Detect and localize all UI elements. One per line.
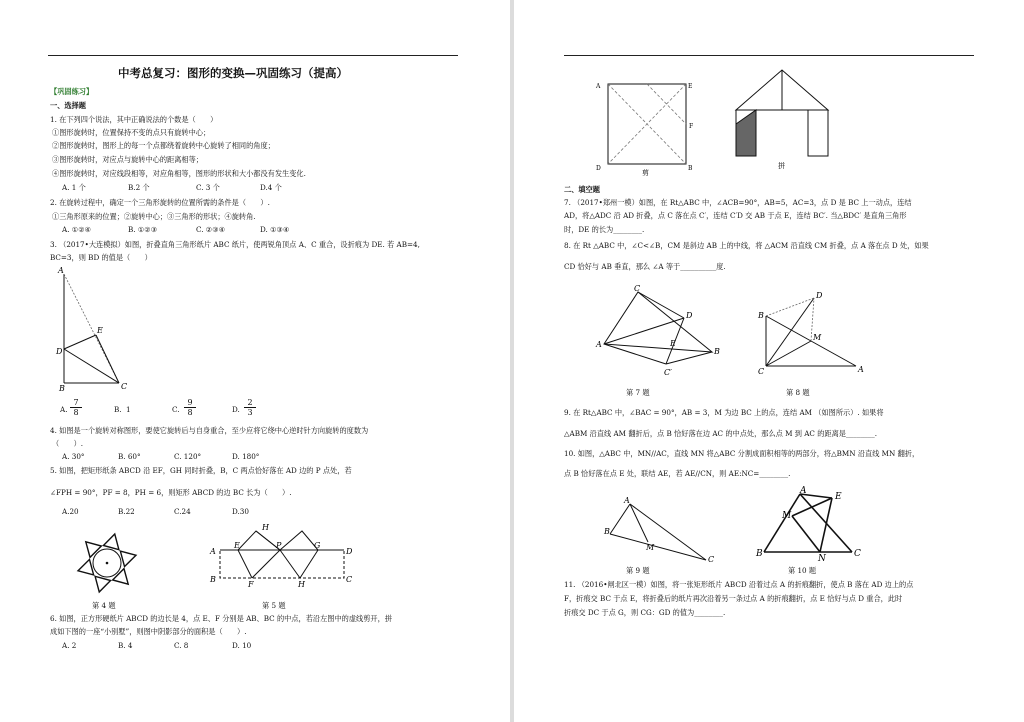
- q4-option-a: A. 30°: [62, 452, 85, 461]
- q3-line-1: 3. （2017•大连模拟）如图，折叠直角三角形纸片 ABC 纸片，使两锐角顶点 A、C 重合，设折痕为 DE. 若 AB=4,: [50, 240, 420, 249]
- q7-label-e: E: [670, 339, 676, 348]
- q5-label-p: P: [276, 541, 282, 550]
- q2-option-c: C. ②③④: [196, 225, 226, 234]
- q8-label-c: C: [758, 367, 765, 376]
- q9-label-c: C: [708, 555, 715, 564]
- q3-line-2: BC=3，则 BD 的值是（ ）: [50, 253, 152, 262]
- q9-label-m: M: [646, 543, 655, 552]
- q1-statement-2: ②图形旋转时，图形上的每一个点都绕着旋转中心旋转了相同的角度；: [52, 141, 275, 150]
- q3-option-a-label: A.: [60, 405, 68, 414]
- left-page: [0, 0, 510, 722]
- q10-label-c: C: [854, 549, 861, 559]
- q3-option-b-value: 1: [126, 405, 131, 414]
- q3-option-c-numerator: 9: [187, 398, 193, 407]
- q7-line-1: 7. （2017•郑州一模）如图，在 Rt△ABC 中，∠ACB=90°，AB=5，AC=3，点 D 是 BC 上一动点，连结: [564, 198, 912, 207]
- q3-label-e: E: [97, 326, 103, 335]
- q7-line-2: AD，将△ADC 沿 AD 折叠，点 C 落在点 C′，连结 C′D 交 AB 于点 E，连结 BC′. 当△BDC′ 是直角三角形: [564, 211, 907, 220]
- q3-label-d: D: [56, 347, 63, 356]
- q2-option-d: D. ①③④: [260, 225, 290, 234]
- q10-label-b: B: [756, 549, 763, 559]
- q2-stem: 2. 在旋转过程中，确定一个三角形旋转的位置所需的条件是（ ）.: [50, 198, 270, 207]
- q4-figure: [74, 530, 140, 596]
- q10-label-n: N: [818, 554, 826, 564]
- q6-option-c: C. 8: [174, 641, 189, 650]
- q5-label-h: H: [298, 580, 305, 589]
- q3-label-a: A: [58, 266, 64, 275]
- q5-option-a: A.20: [62, 507, 79, 516]
- q11-line-2: F，折痕交 BC 于点 E，将折叠后的纸片再次沿着另一条过点 A 的折痕翻折，点 E 恰好与点 D 重合，此时: [564, 594, 903, 603]
- q7-label-b: B: [714, 347, 720, 356]
- q8-label-m: M: [813, 333, 822, 342]
- q10-label-m: M: [782, 511, 792, 521]
- q2-option-b: B. ①②③: [128, 225, 158, 234]
- q6-house-figure: [730, 68, 840, 168]
- q4-option-b: B. 60°: [118, 452, 141, 461]
- q3-option-d-label: D.: [232, 405, 240, 414]
- q9-label-b: B: [604, 527, 610, 536]
- q8-caption: 第 8 题: [786, 388, 810, 397]
- q1-option-b: B.2 个: [128, 183, 150, 192]
- q5-label-b: B: [210, 575, 216, 584]
- q5-label-f: F: [248, 580, 254, 589]
- q3-option-b-label: B.: [114, 405, 122, 414]
- q7-label-a: A: [596, 340, 602, 349]
- q1-option-a: A. 1 个: [62, 183, 86, 192]
- right-page: [514, 0, 1024, 722]
- q6-option-d: D. 10: [232, 641, 252, 650]
- q5-label-d: D: [346, 547, 353, 556]
- q3-figure: [52, 262, 132, 392]
- q3-option-d-denominator: 3: [244, 407, 256, 417]
- q1-stem: 1. 在下列四个说法，其中正确说法的个数是（ ）: [50, 115, 218, 124]
- q5-label-c: C: [346, 575, 353, 584]
- q5-label-a: A: [210, 547, 216, 556]
- q3-option-d-fraction: [244, 398, 256, 417]
- q5-figure: [210, 523, 353, 590]
- q1-option-c: C. 3 个: [196, 183, 220, 192]
- q5-option-b: B.22: [118, 507, 135, 516]
- q4-line-1: 4. 如图是一个旋转对称图形，要使它旋转后与自身重合，至少应将它绕中心逆时针方向旋转的度数为: [50, 426, 369, 435]
- q3-option-a-numerator: 7: [73, 398, 79, 407]
- q8-label-b: B: [758, 311, 764, 320]
- q5-line-1: 5. 如图，把矩形纸条 ABCD 沿 EF，GH 同时折叠，B，C 两点恰好落在 AD 边的 P 点处，若: [50, 466, 352, 475]
- q2-statement: ①三角形原来的位置；②旋转中心；③三角形的形状；④旋转角.: [52, 212, 256, 221]
- exercise-tag: 【巩固练习】: [50, 87, 94, 96]
- q6-line-2: 成如下图的一座“小别墅”，则图中阴影部分的面积是（ ）.: [50, 627, 247, 636]
- q1-option-d: D.4 个: [260, 183, 282, 192]
- q7-label-c: C: [634, 284, 641, 293]
- q4-caption: 第 4 题: [92, 601, 116, 610]
- q5-line-2: ∠FPH = 90°，PF = 8，PH = 6，则矩形 ABCD 的边 BC 长为（ ）.: [50, 488, 292, 497]
- section-fill-heading: 二、填空题: [564, 185, 600, 194]
- q6-line-1: 6. 如图，正方形硬纸片 ABCD 的边长是 4，点 E、F 分别是 AB、BC 的中点，若沿左图中的虚线剪开，拼: [50, 614, 392, 623]
- q8-figure: [756, 290, 876, 375]
- q6-label-d: D: [596, 165, 601, 172]
- q9-caption: 第 9 题: [626, 566, 650, 575]
- q9-line-2: △ABM 沿直线 AM 翻折后，点 B 恰好落在边 AC 的中点处，那么点 M 到 AC 的距离是________.: [564, 429, 877, 438]
- q10-line-2: 点 B 恰好落在点 E 处，联结 AE，若 AE//CN，则 AE:NC=________.: [564, 469, 791, 478]
- q7-label-c-prime: C′: [664, 368, 672, 377]
- header-rule-right: [564, 55, 974, 56]
- q7-label-d: D: [686, 311, 693, 320]
- q4-option-c: C. 120°: [174, 452, 202, 461]
- q10-caption: 第 10 题: [788, 566, 817, 575]
- q4-line-2: （ ）.: [52, 439, 84, 448]
- q6-label-f: F: [689, 123, 694, 130]
- q1-statement-3: ③图形旋转时，对应点与旋转中心的距离相等；: [52, 155, 203, 164]
- q5-option-d: D.30: [232, 507, 249, 516]
- q5-option-c: C.24: [174, 507, 191, 516]
- q1-statement-1: ①图形旋转时，位置保持不变的点只有旋转中心；: [52, 128, 211, 137]
- q10-label-e: E: [835, 492, 842, 502]
- page-title: 中考总复习：图形的变换—巩固练习（提高）: [118, 66, 348, 80]
- q3-option-a-denominator: 8: [70, 407, 82, 417]
- q6-label-b: B: [688, 165, 693, 172]
- q3-option-c-fraction: [184, 398, 196, 417]
- q11-line-3: 折痕交 DC 于点 G，则 CG：GD 的值为________.: [564, 608, 726, 617]
- q6-label-a: A: [596, 83, 601, 90]
- section-choice-heading: 一、选择题: [50, 101, 86, 110]
- q10-line-1: 10. 如图，△ABC 中，MN//AC，直线 MN 将△ABC 分割成面积相等的两部分，将△BMN 沿直线 MN 翻折，: [564, 449, 920, 458]
- q3-option-d-numerator: 2: [247, 398, 253, 407]
- q10-figure: [756, 484, 866, 564]
- q2-option-a: A. ①②④: [62, 225, 92, 234]
- q6-join-caption: 拼: [778, 162, 785, 170]
- q5-label-e: E: [234, 541, 240, 550]
- header-rule: [48, 55, 458, 56]
- q6-cut-caption: 剪: [642, 169, 649, 177]
- q8-line-2: CD 恰好与 AB 垂直，那么 ∠A 等于__________度.: [564, 262, 726, 271]
- q5-label-h-top: H: [262, 523, 269, 532]
- q5-caption: 第 5 题: [262, 601, 286, 610]
- q3-option-c-denominator: 8: [184, 407, 196, 417]
- q6-option-a: A. 2: [62, 641, 77, 650]
- q9-label-a: A: [624, 496, 630, 505]
- q3-option-a-fraction: [70, 398, 82, 417]
- q6-label-e: E: [688, 83, 693, 90]
- q9-figure: [604, 494, 714, 564]
- q8-line-1: 8. 在 Rt △ABC 中，∠C<∠B，CM 是斜边 AB 上的中线，将 △ACM 沿直线 CM 折叠，点 A 落在点 D 处，如果: [564, 241, 929, 250]
- q6-cut-figure: [590, 76, 700, 176]
- q7-line-3: 时，DE 的长为________.: [564, 225, 645, 234]
- q5-label-g: G: [314, 541, 321, 550]
- q11-line-1: 11. （2016•闸北区一模）如图，将一张矩形纸片 ABCD 沿着过点 A 的折痕翻折，使点 B 落在 AD 边上的点: [564, 580, 914, 589]
- q3-label-c: C: [121, 382, 128, 391]
- q9-line-1: 9. 在 Rt△ABC 中，∠BAC = 90°，AB = 3，M 为边 BC 上的点，连结 AM （如图所示）. 如果将: [564, 408, 884, 417]
- q7-figure: [596, 284, 726, 379]
- q10-label-a: A: [800, 486, 807, 496]
- q7-caption: 第 7 题: [626, 388, 650, 397]
- q4-option-d: D. 180°: [232, 452, 260, 461]
- q8-label-d: D: [816, 291, 823, 300]
- q1-statement-4: ④图形旋转时，对应线段相等，对应角相等，图形的形状和大小都没有发生变化.: [52, 169, 306, 178]
- q3-label-b: B: [59, 384, 65, 393]
- q8-label-a: A: [858, 365, 864, 374]
- q3-option-c-label: C.: [172, 405, 180, 414]
- q6-option-b: B. 4: [118, 641, 133, 650]
